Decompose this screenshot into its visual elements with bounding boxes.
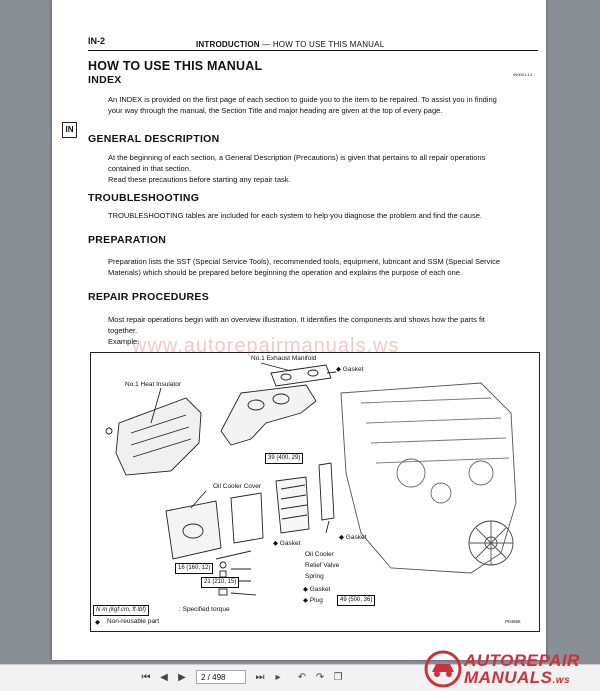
index-text: An INDEX is provided on the first page of each section to guide you to the item to be repaired. To assist you in finding your way through the manual, the Section Title and major heading are given at the top of every page. <box>108 95 497 115</box>
forward-icon[interactable]: ↷ <box>315 672 325 683</box>
logo-line-1: AUTOREPAIR <box>464 651 580 670</box>
header-rule <box>88 50 538 51</box>
label-exhaust-manifold: No.1 Exhaust Manifold <box>251 355 317 362</box>
page-number: IN-2 <box>88 36 106 46</box>
torque-value: 16 (160, 12) <box>175 563 213 574</box>
label-relief-valve: Relief Valve <box>305 562 340 569</box>
car-logo-icon <box>424 650 462 688</box>
torque-value: 39 (400, 29) <box>265 453 303 464</box>
preparation-text: Preparation lists the SST (Special Service Tools), recommended tools, equipment, lubricant and SSM (Special Service Materials) which should be prepared before beginning the operation and explains the purpose of each one. <box>108 257 500 277</box>
legend-nonreusable-symbol: ◆ <box>95 619 100 626</box>
label-oil-cooler-cover: Oil Cooler Cover <box>213 483 262 490</box>
troubleshooting-heading: TROUBLESHOOTING <box>88 192 200 204</box>
watermark: www.autorepairmanuals.ws <box>132 335 400 357</box>
header-subtitle: HOW TO USE THIS MANUAL <box>272 40 385 49</box>
last-page-icon[interactable]: ⏭ <box>255 672 265 683</box>
torque-value: 21 (210, 15) <box>201 577 239 588</box>
label-gasket-bottom: ◆ Gasket <box>303 586 331 593</box>
repair-text: Most repair operations begin with an overview illustration. It identifies the components and shows how the parts fit together. <box>108 315 485 335</box>
label-gasket-top: ◆ Gasket <box>336 366 364 373</box>
main-title: HOW TO USE THIS MANUAL <box>88 59 263 73</box>
header-section: INTRODUCTION <box>196 40 260 49</box>
label-spring: Spring <box>305 573 324 580</box>
brand-logo <box>424 648 594 688</box>
figure-code: P04656 <box>505 619 521 624</box>
label-gasket-right: ◆ Gasket <box>339 534 367 541</box>
troubleshooting-text: TROUBLESHOOTING tables are included for each system to help you diagnose the problem and find the cause. <box>108 211 482 220</box>
back-icon[interactable]: ↶ <box>297 672 307 683</box>
repair-heading: REPAIR PROCEDURES <box>88 291 210 303</box>
legend-torque-desc: : Specified torque <box>179 606 230 613</box>
label-oil-cooler: Oil Cooler <box>305 551 334 558</box>
general-heading: GENERAL DESCRIPTION <box>88 133 220 145</box>
go-page-icon[interactable]: ▸ <box>275 672 281 683</box>
logo-suffix: .ws <box>552 675 571 686</box>
preparation-heading: PREPARATION <box>88 234 167 246</box>
example-label: Example: <box>108 337 140 346</box>
logo-line-2-text: MANUALS <box>464 668 553 687</box>
prev-page-icon[interactable]: ◀ <box>160 672 168 683</box>
legend-torque-unit: N·m (kgf·cm, ft·lbf) <box>93 605 149 616</box>
general-text-2: Read these precautions before starting any repair task. <box>108 175 291 184</box>
page-number-field[interactable]: 2 / 498 <box>196 670 246 684</box>
manual-page <box>52 0 546 660</box>
index-heading: INDEX <box>88 74 122 86</box>
label-gasket-mid: ◆ Gasket <box>273 540 301 547</box>
first-page-icon[interactable]: ⏮ <box>141 672 151 683</box>
label-heat-insulator: No.1 Heat Insulator <box>125 381 182 388</box>
torque-value: 49 (500, 36) <box>337 595 375 606</box>
header-dash: — <box>262 40 271 49</box>
copy-icon[interactable]: ❐ <box>333 672 343 683</box>
next-page-icon[interactable]: ▶ <box>178 672 186 683</box>
code-tag: IN0001-14 <box>513 72 532 77</box>
legend-nonreusable-desc: Non-reusable part <box>107 618 160 625</box>
label-plug: ◆ Plug <box>303 597 323 604</box>
section-tab[interactable]: IN <box>62 122 77 138</box>
general-text: At the beginning of each section, a General Description (Precautions) is given that pertains to all repair operations contained in that section. <box>108 153 486 173</box>
running-header <box>196 40 384 49</box>
exploded-diagram <box>90 352 540 632</box>
logo-line-2 <box>464 668 570 688</box>
